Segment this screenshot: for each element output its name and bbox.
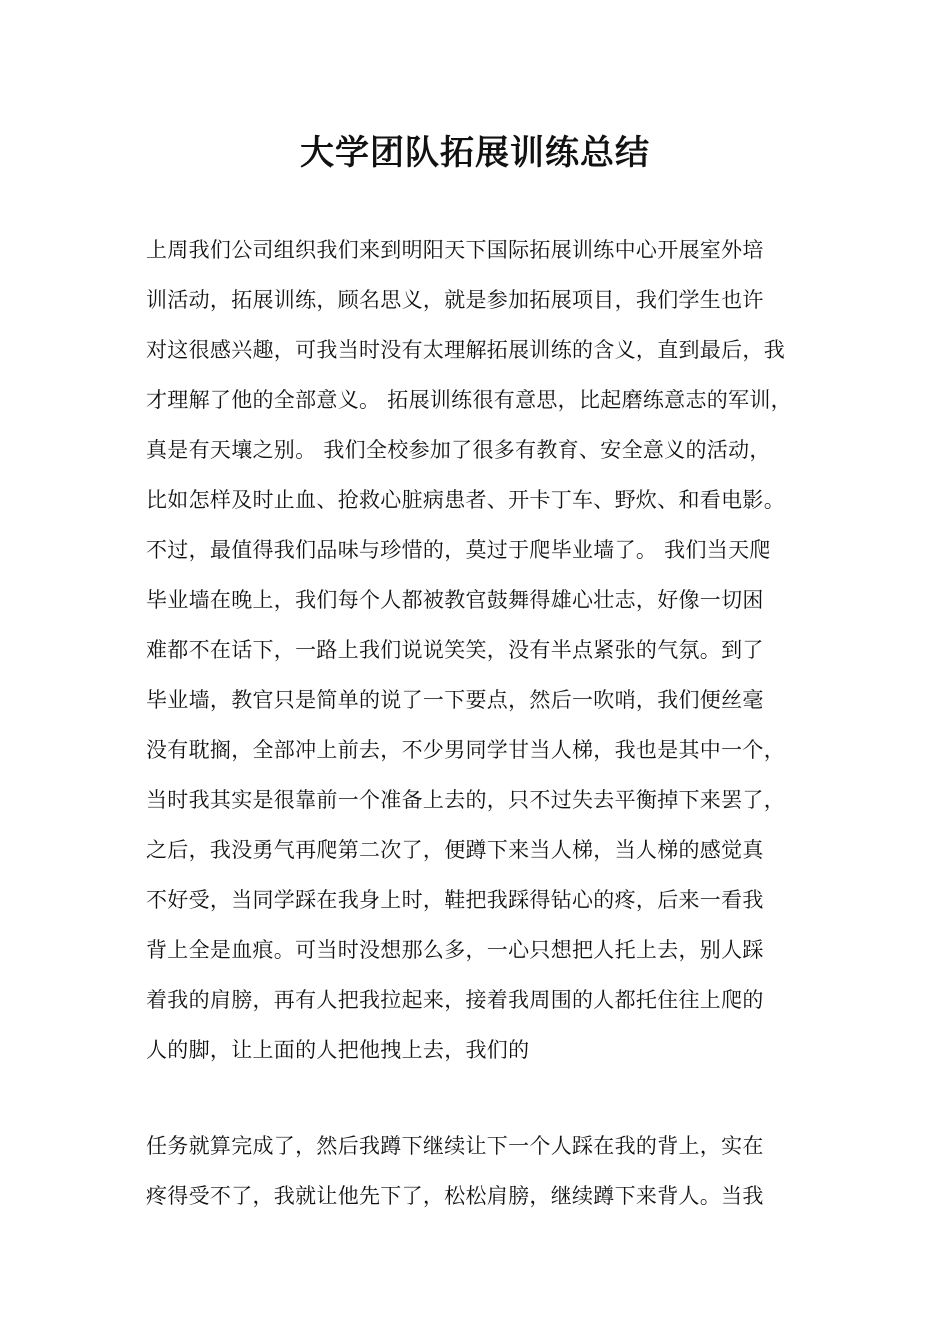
text-line: 背上全是血痕。可当时没想那么多，一心只想把人托上去，别人踩 [146, 938, 764, 962]
text-line: 不好受，当同学踩在我身上时，鞋把我踩得钻心的疼，后来一看我 [146, 888, 764, 912]
text-line: 疼得受不了，我就让他先下了，松松肩膀，继续蹲下来背人。当我 [146, 1184, 764, 1208]
paragraph-2 [146, 1121, 826, 1221]
text-line: 毕业墙，教官只是简单的说了一下要点，然后一吹哨，我们便丝毫 [146, 688, 764, 712]
text-line: 人的脚，让上面的人把他拽上去，我们的 [146, 1038, 530, 1062]
text-line: 之后，我没勇气再爬第二次了，便蹲下来当人梯，当人梯的感觉真 [146, 838, 764, 862]
text-line: 训活动，拓展训练，顾名思义，就是参加拓展项目，我们学生也许 [146, 288, 764, 312]
text-line: 当时我其实是很靠前一个准备上去的，只不过失去平衡掉下来罢了， [146, 788, 785, 812]
paragraph-1 [146, 225, 826, 1075]
text-line: 比如怎样及时止血、抢救心脏病患者、开卡丁车、野炊、和看电影。 [146, 488, 785, 512]
text-line: 不过，最值得我们品味与珍惜的，莫过于爬毕业墙了。 我们当天爬 [146, 538, 771, 562]
text-line: 难都不在话下，一路上我们说说笑笑，没有半点紧张的气氛。到了 [146, 638, 764, 662]
text-line: 任务就算完成了，然后我蹲下继续让下一个人踩在我的背上，实在 [146, 1134, 764, 1158]
text-line: 没有耽搁，全部冲上前去，不少男同学甘当人梯，我也是其中一个， [146, 738, 785, 762]
text-line: 上周我们公司组织我们来到明阳天下国际拓展训练中心开展室外培 [146, 238, 764, 262]
text-line: 着我的肩膀，再有人把我拉起来，接着我周围的人都托住往上爬的 [146, 988, 764, 1012]
text-line: 才理解了他的全部意义。 拓展训练很有意思，比起磨练意志的军训， [146, 388, 792, 412]
text-line: 毕业墙在晚上，我们每个人都被教官鼓舞得雄心壮志，好像一切困 [146, 588, 764, 612]
text-line: 对这很感兴趣，可我当时没有太理解拓展训练的含义，直到最后，我 [146, 338, 785, 362]
document-title: 大学团队拓展训练总结 [300, 133, 650, 173]
text-line: 真是有天壤之别。 我们全校参加了很多有教育、安全意义的活动， [146, 438, 771, 462]
